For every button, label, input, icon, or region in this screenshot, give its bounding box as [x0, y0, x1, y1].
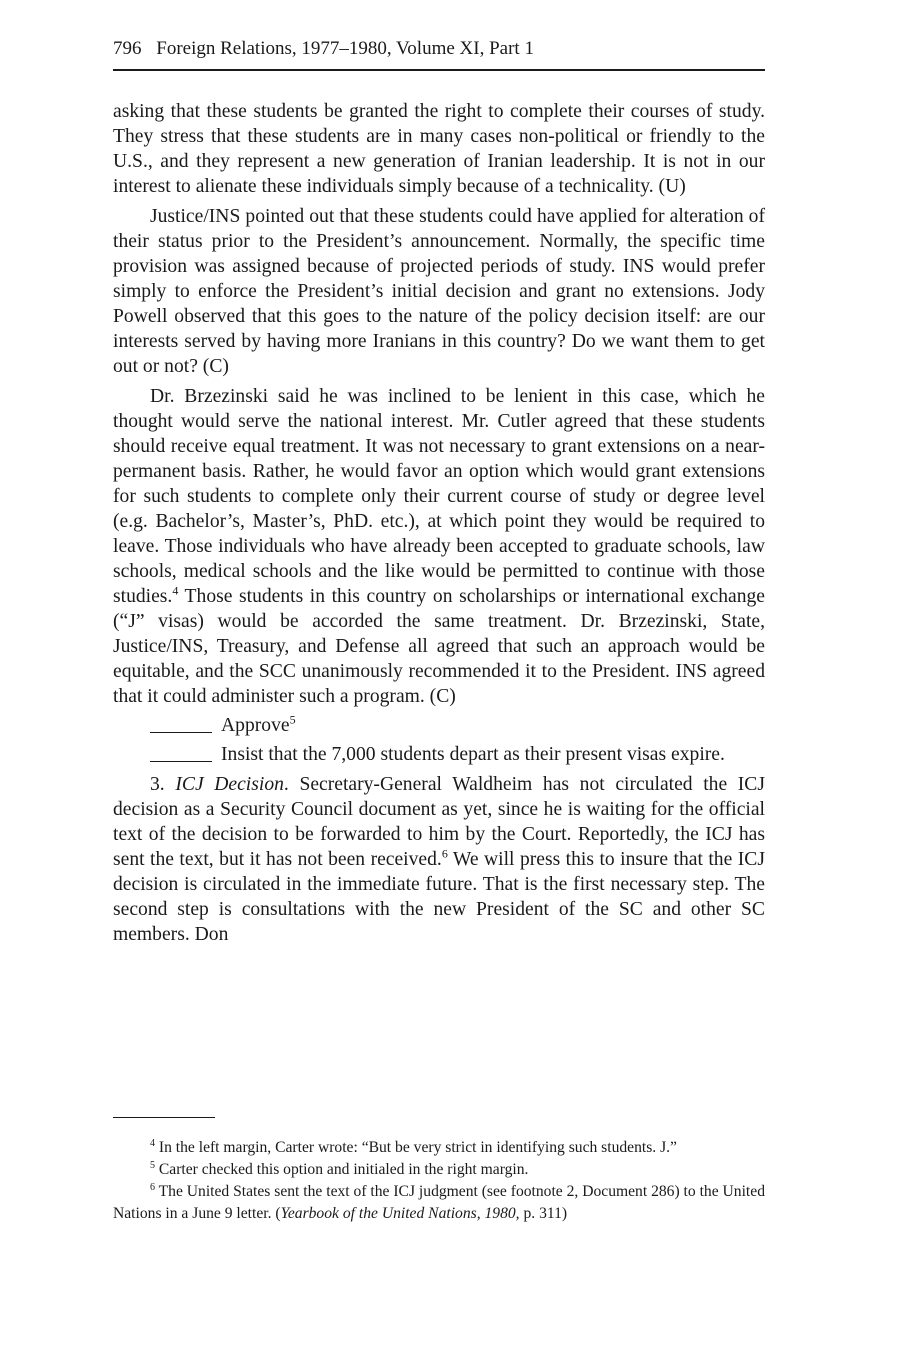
- paragraph-brzezinski: [113, 384, 765, 709]
- footnote-text: In the left margin, Carter wrote: “But be very strict in identifying such students. J.”: [155, 1139, 677, 1156]
- footnote-6: [113, 1181, 765, 1225]
- option-approve: [113, 713, 765, 738]
- footnote-4: [113, 1137, 765, 1159]
- paragraph-text: Dr. Brzezinski said he was inclined to be lenient in this case, which he thought would serve the national interest. Mr. Cutler agreed that these students should receive equal treatment. It was not necessary to grant extensions on a near-permanent basis. Rather, he would favor an option which would grant extensions for such students to complete only their current course of study or degree level (e.g. Bachelor’s, Master’s, PhD. etc.), at which point they would be required to leave. Those individuals who have already been accepted to graduate schools, law schools, medical schools and the like would be permitted to continue with those studies.: [113, 386, 765, 607]
- footnote-text: p. 311): [519, 1205, 568, 1222]
- section-heading: ICJ Decision: [175, 774, 284, 795]
- option-insist: [113, 742, 765, 767]
- main-text: [113, 99, 765, 947]
- footnote-ref-5: 5: [289, 712, 296, 727]
- footnote-number: 4: [150, 1137, 155, 1149]
- running-header: [113, 36, 765, 62]
- paragraph-text: Those students in this country on scholarships or international exchange (“J” visas) would be accorded the same treatment. Dr. Brzezinski, State, Justice/INS, Treasury, and Defense all agreed that such an approach would be equitable, and the SCC unanimously recommended it to the President. INS agreed that it could administer such a program. (C): [113, 586, 765, 707]
- checkbox-line: [150, 732, 212, 733]
- running-title: Foreign Relations, 1977–1980, Volume XI, Part 1: [156, 38, 534, 59]
- page-number: 796: [113, 38, 142, 59]
- checkbox-line: [150, 761, 212, 762]
- footnote-ref-4: 4: [172, 583, 179, 598]
- paragraph-continued: asking that these students be granted the right to complete their courses of study. They stress that these students are in many cases non-political or friendly to the U.S., and they represent a new generation of Iranian leadership. It is not in our interest to alienate these individuals simply because of a technicality. (U): [113, 101, 765, 197]
- header-rule: [113, 69, 765, 71]
- footnote-source-title: Yearbook of the United Nations, 1980,: [280, 1205, 520, 1222]
- footnote-number: 6: [150, 1181, 155, 1193]
- footnote-rule: [113, 1117, 215, 1118]
- paragraph-justice-ins: Justice/INS pointed out that these students could have applied for alteration of their status prior to the President’s announcement. Normally, the specific time provision was assigned because of projected periods of study. INS would prefer simply to enforce the President’s initial decision and grant no extensions. Jody Powell observed that this goes to the nature of the policy decision itself: are our interests served by having more Iranians in this country? Do we want them to get out or not? (C): [113, 206, 765, 377]
- footnote-5: [113, 1159, 765, 1181]
- footnotes: [113, 1137, 765, 1225]
- section-number: 3.: [150, 774, 176, 795]
- paragraph-text: We will press this to insure that the ICJ decision is circulated in the immediate future. That is the first necessary step. The second step is consultations with the new President of the SC and other SC members. Don: [113, 849, 765, 945]
- footnote-text: The United States sent the text of the ICJ judgment (see footnote 2, Document 286) to the United Nations in a June 9 letter. (: [113, 1183, 765, 1222]
- footnote-text: Carter checked this option and initialed in the right margin.: [155, 1161, 529, 1178]
- footnote-ref-6: 6: [441, 846, 448, 861]
- option-label: Approve: [221, 715, 290, 736]
- option-label: Insist that the 7,000 students depart as their present visas expire.: [221, 744, 725, 765]
- footnote-number: 5: [150, 1159, 155, 1171]
- paragraph-text: . Secretary-General Waldheim has not circulated the ICJ decision as a Security Council document as yet, since he is waiting for the official text of the decision to be forwarded to him by the Court. Reportedly, the ICJ has sent the text, but it has not been received.: [113, 774, 766, 870]
- paragraph-icj-decision: [113, 772, 765, 947]
